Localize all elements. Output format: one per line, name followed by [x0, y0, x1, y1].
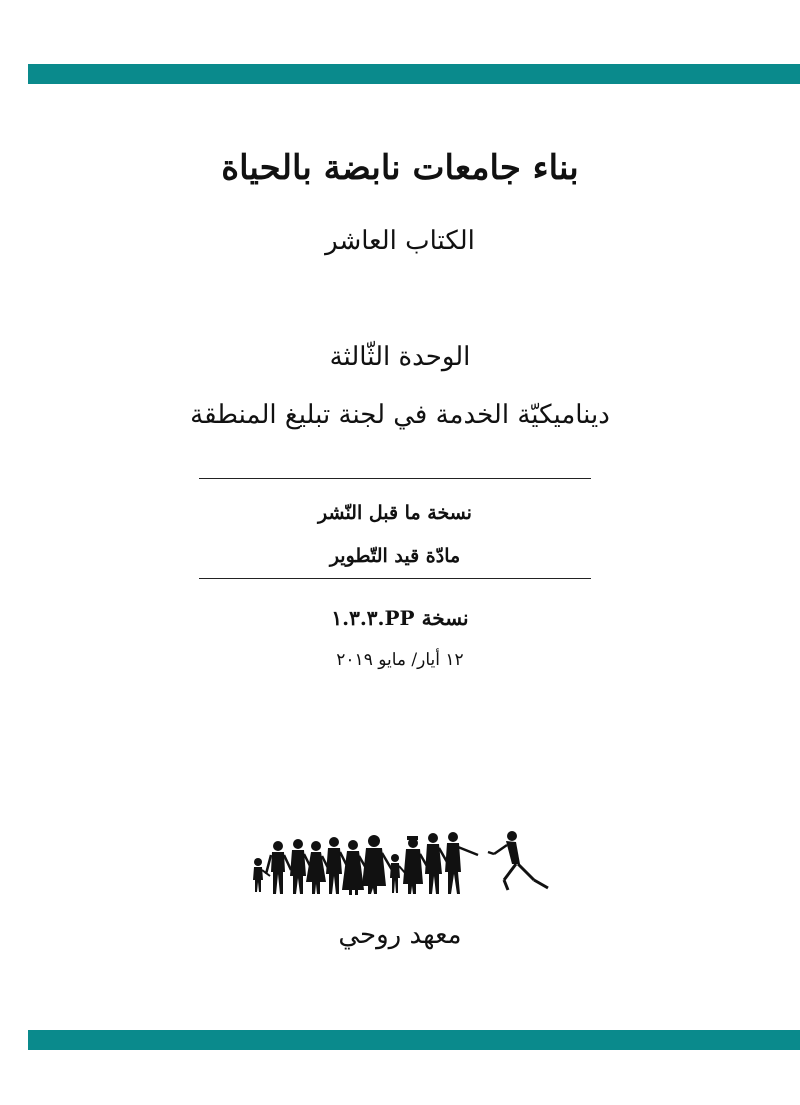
version-number: ١.٣.٣.PP [331, 606, 415, 630]
development-label: مادّة قيد التّطوير [329, 545, 461, 567]
figure-adult-6 [362, 835, 392, 894]
version-label: نسخة [421, 606, 469, 630]
figure-adult-5 [342, 840, 367, 895]
divider-bottom [199, 578, 591, 579]
book-label: الكتاب العاشر [325, 226, 475, 256]
figure-adult-9 [445, 832, 478, 894]
divider-top [199, 478, 591, 479]
bottom-band [28, 1030, 800, 1050]
cover-title: بناء جامعات نابضة بالحياة [221, 148, 579, 188]
unit-label: الوحدة الثّالثة [329, 342, 471, 372]
figure-adult-8 [425, 833, 447, 894]
version-line [0, 606, 800, 630]
publication-date: ١٢ أيار/ مايو ٢٠١٩ [336, 650, 464, 670]
figure-adult-7 [403, 836, 428, 894]
unit-subtitle: ديناميكيّة الخدمة في لجنة تبليغ المنطقة [190, 400, 610, 430]
prepublication-label: نسخة ما قبل النّشر [318, 502, 472, 524]
figure-adult-3 [306, 841, 330, 894]
figure-child-1 [253, 858, 270, 892]
people-chain-illustration [246, 828, 556, 898]
top-band [28, 64, 800, 84]
figure-runner [488, 831, 548, 890]
publisher-name: معهد روحي [338, 920, 462, 950]
figure-adult-1 [266, 841, 291, 894]
figure-child-2 [390, 854, 406, 893]
